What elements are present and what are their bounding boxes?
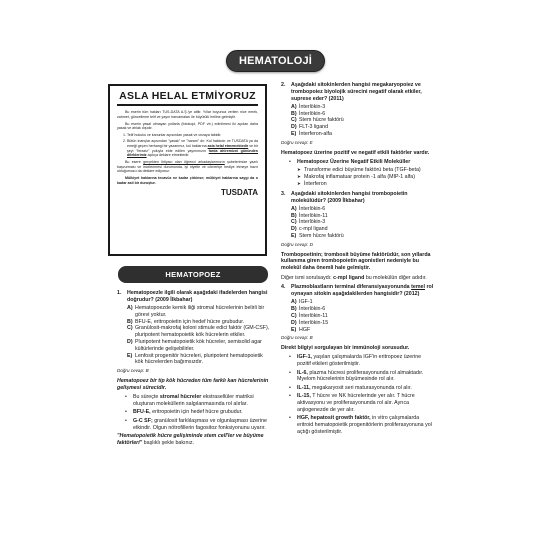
question-2 xyxy=(281,82,436,188)
option-d: D) Pluripotent hematopoietik kök hücreler, semisolid agar kültürlerinde gelişebilirler. xyxy=(127,339,262,352)
notice-list-item-1: 1. Telif hukuku ve kanunlar açısından yasak ve cezaya tabidir. xyxy=(127,133,258,138)
brand-signature: TUSDATA xyxy=(220,187,258,197)
question-1 xyxy=(117,290,271,447)
question-stem: Hematopoezle ilgili olarak aşağıdaki ifadelerden hangisi doğrudur? (2009 İlkbahar) xyxy=(127,290,268,303)
option-e: E) Stem hücre faktörü xyxy=(291,233,344,240)
question-number: 4. xyxy=(281,284,286,291)
answer-options xyxy=(281,206,436,240)
right-column xyxy=(281,82,436,439)
bullet-icon: • xyxy=(289,384,291,391)
question-number: 1. xyxy=(117,290,122,296)
option-b: B) İnterlökin-6 xyxy=(291,306,326,313)
section-title-banner xyxy=(118,266,268,283)
sub-bullet: ➤ Transforme edici büyüme faktörü beta (TGF-beta) xyxy=(297,167,421,174)
correct-answer: Doğru cevap: B xyxy=(117,368,149,374)
notice-paragraph-1: Bu eserin tüm hakları TUS-DATA A.Ş.'ye aittir. Yıllar boyunca verilen nice emek, zahmet, güncelleme telif ve yayın harcamaları ile büyütülü helline gelmiştir. xyxy=(117,110,258,119)
answer-options xyxy=(281,104,436,138)
explanation-lead: Trombopoetinin; trombosit büyüme faktörüdür, son yıllarda kullanıma giren trombopoietin agonistleri nedeniyle bu molekül daha önemli hale gelmiştir. xyxy=(281,251,431,272)
notice-title: ASLA HELAL ETMİYORUZ xyxy=(117,90,258,106)
arrow-icon: ➤ xyxy=(297,180,301,186)
option-e: E) HGF xyxy=(291,326,311,333)
explanation-lead: Direkt bilgiyi sorgulayan bir immünoloji sorusudur. xyxy=(281,345,410,352)
sub-bullet: ➤ İnterferon xyxy=(297,180,327,187)
notice-paragraph-4: Mülkiyet haklarına tecavüz ne kadar çirkinse; mülkiyet haklarına saygı da o kadar asil bir duruştur. xyxy=(117,176,258,185)
option-d: D) İnterlökin-15 xyxy=(291,319,329,326)
explanation-bullet: • IL-6, plazma hücresi proliferasyonunda rol almaktadır. Myelom hücrelerinin büyümesinde rol alır. xyxy=(289,369,424,383)
explanation-bullet: • IGF-1, yaşılan çalışmalarda IGF'in eritropoez üzerine pozitif etkileri gösterilmiştir. xyxy=(289,354,422,368)
bullet-icon: • xyxy=(289,415,291,422)
option-d: D) c-mpl ligand xyxy=(291,226,328,233)
explanation-bullet: • IL-11, megakaryosit seri maturasyonunda rol alır. xyxy=(289,384,412,391)
option-d: D) FLT-3 ligand xyxy=(291,124,329,131)
option-c: C) Granülosit-makrofaj koloni stimule edici faktör (GM-CSF), pluripotent hematopoietik kök hücrelerin etkiler. xyxy=(127,325,270,339)
question-stem: Aşağıdaki sitokinlerden hangisi trombopoietin molekülüdür? (2009 İlkbahar) xyxy=(291,190,408,204)
explanation-bullet: • BFU-E, eritropoietin için hedef hücre grubudur. xyxy=(125,409,243,416)
section-title: HEMATOPOEZ xyxy=(165,270,221,279)
explanation-bullet: • Bu süreçte stromal hücreler ekstrasellüler matriksi oluşturan moleküllerin salgılanmasında rol alırlar. xyxy=(125,394,254,407)
explanation-figure-reference: "Hematopoietik hücre gelişiminde stem cell'ler ve büyüme faktörleri" başlıklı şekle bakınız. xyxy=(117,432,264,446)
left-column xyxy=(117,290,271,450)
notice-list-item-2: 2. Bütün inançlar açısından "yasak" ve "haram" dır. Kul hakkıdır ve TUSDATA ya da emeği geçen herhangi bir yazarımız, kul haklarına asla helal etmemektedir ve bir şeyi "feraziz" yoluyla elde edilen yayınımızın farda ahiremizni gününden dileklerimiz açıkça deklare etmektedir. xyxy=(127,139,258,157)
arrow-icon: ➤ xyxy=(297,167,301,173)
explanation-note: Diğer ismi sorulsaydı: c-mpl ligand bu molekülün diğer adıdır. xyxy=(281,274,427,281)
copyright-notice-box xyxy=(108,84,267,256)
option-a: A) İnterlökin-3 xyxy=(291,103,326,110)
option-b: B) İnterlökin-6 xyxy=(291,110,326,117)
explanation-bullet: • IL-15, T hücre ve NK hücrelerinde yer alır. T hücre aktivasyonu ve proliferasyonunda rol alır. Ayrıca anjiogenezde de yer alır. xyxy=(289,393,415,413)
option-a: A) Hematopoezde kemik iliği stromal hücrelerinin belirli bir görevi yoktur. xyxy=(127,305,265,318)
option-a: A) IGF-1 xyxy=(291,299,313,306)
option-b: B) İnterlökin-11 xyxy=(291,212,328,219)
question-stem: Plazmoblastların terminal diferansiyasyonunda temel rol oynayan sitokin aşağıdakilerden hangisidir? (2012) xyxy=(291,284,434,298)
answer-options xyxy=(117,305,271,366)
explanation-lead: Hematopoez üzerine pozitif ve negatif etkili faktörler vardır. xyxy=(281,149,430,156)
question-number: 2. xyxy=(281,82,286,88)
option-e: E) Lenfosit progenitör hücreleri, pluripotent hematopoietik kök hücrelerden bağımsızdır. xyxy=(127,352,263,366)
option-b: B) BFU-E, eritropoietin için hedef hücre grubudur. xyxy=(127,318,245,325)
explanation-lead: Hematopoez bir tip kök hücreden tüm farklı kan hücrelerinin gelişmesi sürecidir. xyxy=(117,378,269,391)
option-e: E) İnterferon-alfa xyxy=(291,131,332,138)
explanation-bullet: • G-C SF; granülosit farklılaşması ve olgunlaşması üzerine etkindir. Olgun nötrofillerin fagositoz fonksiyonunu uyarır. xyxy=(125,417,267,431)
option-c: C) İnterlökin-3 xyxy=(291,219,326,226)
arrow-icon: ➤ xyxy=(297,174,301,180)
notice-paragraph-3: Bu esere gerçekten ihtiyacı olan öğrenci arkadaşlarımızın şubelerimize yazılı başvurması ve incelenmesi durumunda, iyi niyetle ve cömertçe hediye etmeye hazır olduğumuzu da deklare ediyoruz. xyxy=(117,160,259,174)
option-c: C) İnterlökin-11 xyxy=(291,313,328,319)
page-title-banner xyxy=(226,50,325,72)
notice-paragraph-2: Bu eserin yasal olmayan yollarla (fotokopi, PDF vb.) edinilmesi iki açıdan daha yasak ve ahlak dışıdır. xyxy=(117,121,258,131)
correct-answer: Doğru cevap: D xyxy=(281,241,313,247)
bullet-icon: • xyxy=(125,409,127,416)
question-4 xyxy=(281,284,436,435)
option-a: A) İnterlökin-6 xyxy=(291,205,326,212)
page-title: HEMATOLOJİ xyxy=(238,55,313,67)
question-number: 3. xyxy=(281,190,286,197)
question-3 xyxy=(281,191,436,282)
bullet-icon: • xyxy=(125,417,127,424)
notice-list xyxy=(117,133,258,158)
sub-bullet: ➤ Makrofaj inflamatuar protein -1 alfa (MIP-1 alfa) xyxy=(297,174,415,181)
answer-options xyxy=(281,299,436,333)
bullet-icon: • xyxy=(289,354,291,361)
bullet-icon: • xyxy=(289,393,291,400)
explanation-bullet: • HGF, hepatosit growth faktör, in vitro çalışmalarda eritroid hematopoietik progenitörlerin proliferasyonuna yol açtığı gösterilmiştir. xyxy=(289,415,432,435)
explanation-bullet: • Hematopoez Üzerine Negatif Etkili Moleküller xyxy=(289,158,411,165)
bullet-icon: • xyxy=(125,394,127,401)
option-c: C) Stem hücre faktörü xyxy=(291,117,344,124)
correct-answer: Doğru cevap: B xyxy=(281,335,313,341)
bullet-icon: • xyxy=(289,369,291,376)
correct-answer: Doğru cevap: E xyxy=(281,139,313,145)
question-stem: Aşağıdaki sitokinlerden hangisi megakaryopoiez ve trombopoiez biyolojik sürecini negatif olarak etkiler, suprese eder? (2011) xyxy=(291,82,422,102)
bullet-icon: • xyxy=(289,158,291,165)
